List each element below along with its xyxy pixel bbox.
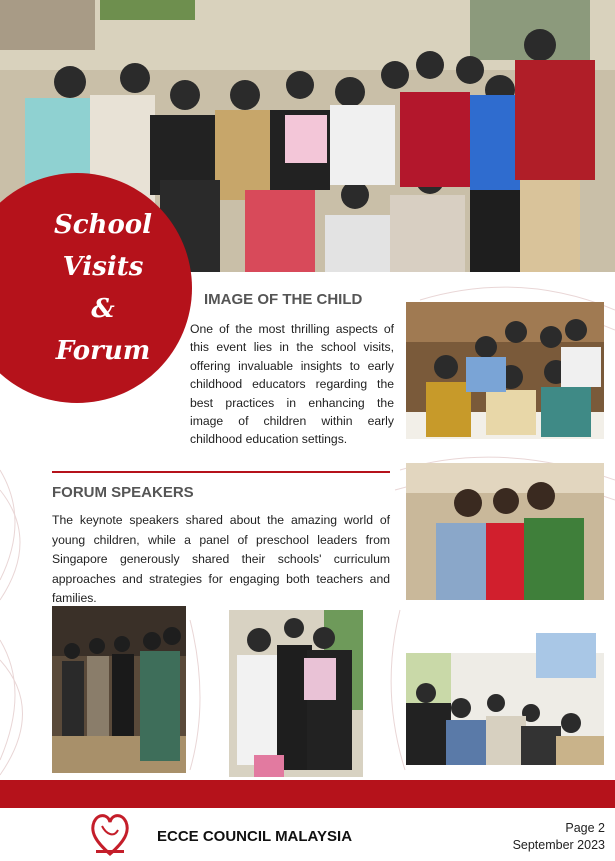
- photo-artwork-presentation: [229, 610, 363, 777]
- badge-line-1: School Visits: [53, 210, 153, 282]
- image-of-child-body: One of the most thrilling aspects of this event lies in the school visits, offering invaluable insights to early childhood educators regarding the best practices in enhancing the image of children within early childhood education settings.: [190, 322, 394, 447]
- forum-speakers-heading: FORUM SPEAKERS: [52, 484, 194, 501]
- photo-dancing-group: [52, 606, 186, 773]
- badge-line-3: Forum: [55, 336, 151, 366]
- photo-seated-group: [406, 302, 604, 439]
- page-number: Page 2: [565, 821, 605, 835]
- badge-line-2: &: [91, 294, 115, 324]
- image-of-child-heading: IMAGE OF THE CHILD: [204, 291, 363, 308]
- section-title-badge: [0, 173, 192, 403]
- section-divider: [52, 471, 390, 473]
- organization-name: ECCE COUNCIL MALAYSIA: [157, 828, 353, 845]
- photo-three-women: [406, 463, 604, 600]
- forum-speakers-body: The keynote speakers shared about the amazing world of young children, while a panel of preschool leaders from Singapore generously shared their schools' curriculum approaches and strategies for engaging both teachers and families.: [52, 513, 390, 606]
- issue-date: September 2023: [512, 838, 605, 852]
- footer-bar: [0, 780, 615, 808]
- photo-classroom: [406, 628, 604, 765]
- ecce-heart-logo-icon: [88, 808, 132, 858]
